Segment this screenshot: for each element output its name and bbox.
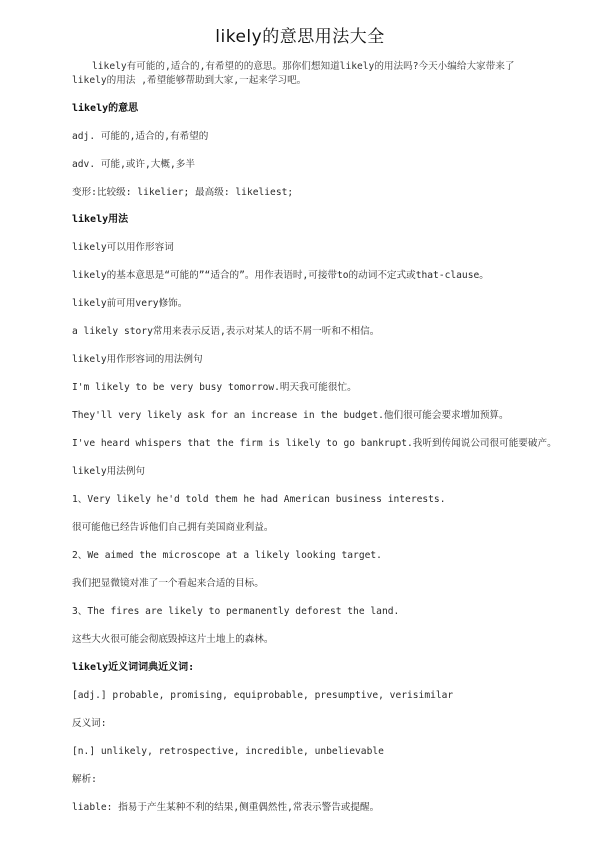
usage-heading: likely用法	[72, 214, 129, 225]
analysis-liable: liable: 指易于产生某种不利的结果,侧重偶然性,常表示警告或提醒。	[72, 802, 380, 813]
page-title: likely的意思用法大全	[215, 27, 385, 47]
meaning-adv: adv. 可能,或许,大概,多半	[72, 159, 195, 170]
meaning-heading: likely的意思	[72, 103, 139, 114]
antonyms-list: [n.] unlikely, retrospective, incredible, unbelievable	[72, 746, 384, 757]
example-zh: 我们把显微镜对准了一个看起来合适的目标。	[72, 578, 264, 589]
usage-line: likely前可用very修饰。	[72, 298, 188, 309]
usage-line: a likely story常用来表示反语,表示对某人的话不屑一听和不相信。	[72, 326, 380, 337]
usage-line: likely可以用作形容词	[72, 242, 174, 253]
examples-heading: likely用法例句	[72, 466, 146, 477]
usage-example: I've heard whispers that the firm is likely to go bankrupt.我听到传闻说公司很可能要破产。	[72, 438, 557, 449]
meaning-adj: adj. 可能的,适合的,有希望的	[72, 131, 209, 142]
example-en: 2、We aimed the microscope at a likely looking target.	[72, 550, 382, 561]
antonyms-label: 反义词:	[72, 718, 107, 729]
example-zh: 这些大火很可能会彻底毁掉这片土地上的森林。	[72, 634, 274, 645]
example-en: 1、Very likely he'd told them he had American business interests.	[72, 494, 446, 505]
meaning-forms: 变形:比较级: likelier; 最高级: likeliest;	[72, 187, 294, 198]
usage-line: likely用作形容词的用法例句	[72, 354, 203, 365]
example-zh: 很可能他已经告诉他们自己拥有美国商业利益。	[72, 522, 274, 533]
example-en: 3、The fires are likely to permanently deforest the land.	[72, 606, 400, 617]
intro-paragraph: likely有可能的,适合的,有希望的的意思。那你们想知道likely的用法吗?今天小编给大家带来了likely的用法 ,希望能够帮助到大家,一起来学习吧。	[72, 61, 515, 86]
usage-example: I'm likely to be very busy tomorrow.明天我可能很忙。	[72, 382, 357, 393]
synonyms-list: [adj.] probable, promising, equiprobable, presumptive, verisimilar	[72, 690, 454, 701]
analysis-label: 解析:	[72, 774, 97, 785]
usage-example: They'll very likely ask for an increase in the budget.他们很可能会要求增加预算。	[72, 410, 509, 421]
synonyms-heading: likely近义词词典近义词:	[72, 662, 195, 673]
usage-line: likely的基本意思是“可能的”“适合的”。用作表语时,可接带to的动词不定式或that-clause。	[72, 270, 489, 281]
